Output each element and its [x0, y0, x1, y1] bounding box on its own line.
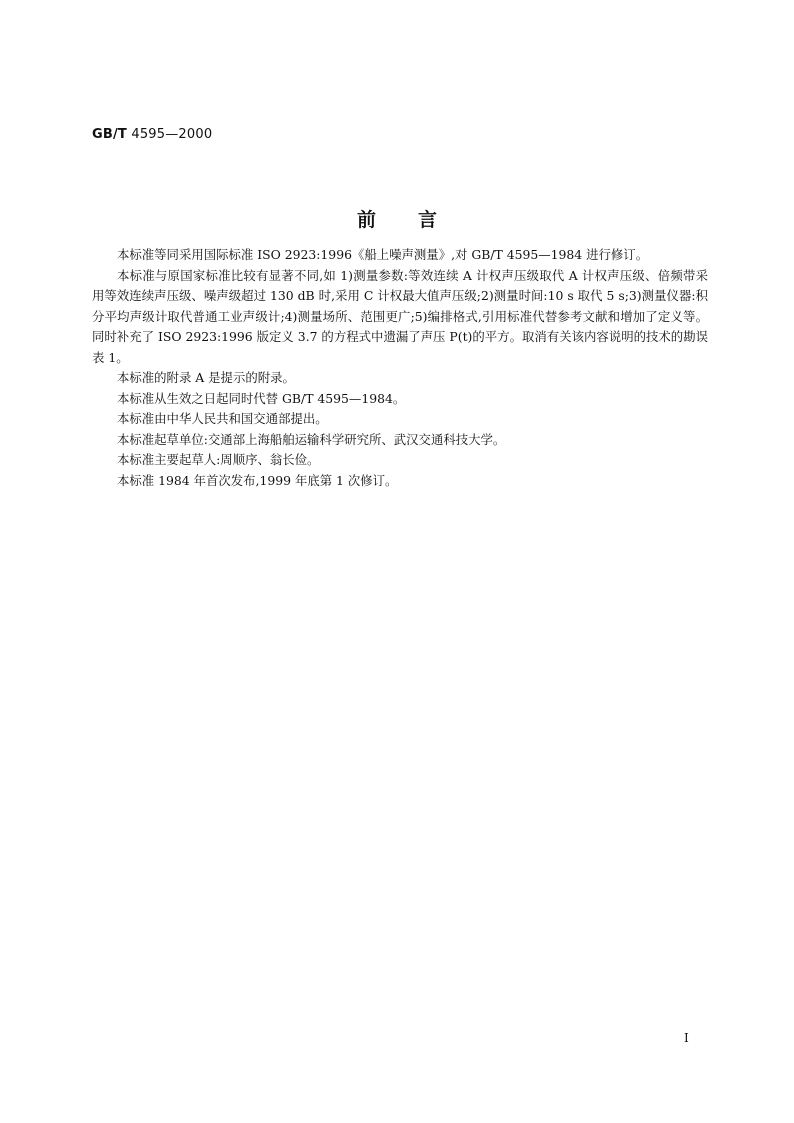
standard-code-number: 4595—2000: [131, 127, 213, 142]
standard-code-prefix: GB/T: [92, 127, 127, 142]
paragraph-drafters: 本标准主要起草人:周顺序、翁长俭。: [117, 452, 320, 467]
page-number: I: [684, 1031, 689, 1045]
paragraph-history: 本标准 1984 年首次发布,1999 年底第 1 次修订。: [117, 472, 398, 488]
standard-code: [92, 127, 212, 142]
paragraph-adoption: 本标准等同采用国际标准 ISO 2923:1996《船上噪声测量》,对 GB/T 4595—1984 进行修订。: [117, 247, 649, 262]
paragraph-replacement: 本标准从生效之日起同时代替 GB/T 4595—1984。: [117, 390, 406, 406]
paragraph-appendix: 本标准的附录 A 是提示的附录。: [117, 370, 295, 385]
foreword-body: [92, 245, 708, 491]
page-heading: 前言: [356, 209, 479, 231]
paragraph-drafting-unit: 本标准起草单位:交通部上海船舶运输科学研究所、武汉交通科技大学。: [117, 431, 506, 447]
paragraph-differences: 本标准与原国家标准比较有显著不同,如 1)测量参数:等效连续 A 计权声压级取代 A 计权声压级、倍频带采用等效连续声压级、噪声级超过 130 dB 时,采用 C 计权最大值声压级;2)测量时间:10 s 取代 5 s;3)测量仪器:积分平均声级计取代普通工业声级计;4)测量场所、范围更广;5)编排格式,引用标准代替参考文献和增加了定义等。同时补充了 ISO 2923:1996 版定义 3.7 的方程式中遗漏了声压 P(t)的平方。取消有关该内容说明的技术的勘误表 1。: [92, 267, 708, 365]
paragraph-proposer: 本标准由中华人民共和国交通部提出。: [117, 411, 328, 426]
